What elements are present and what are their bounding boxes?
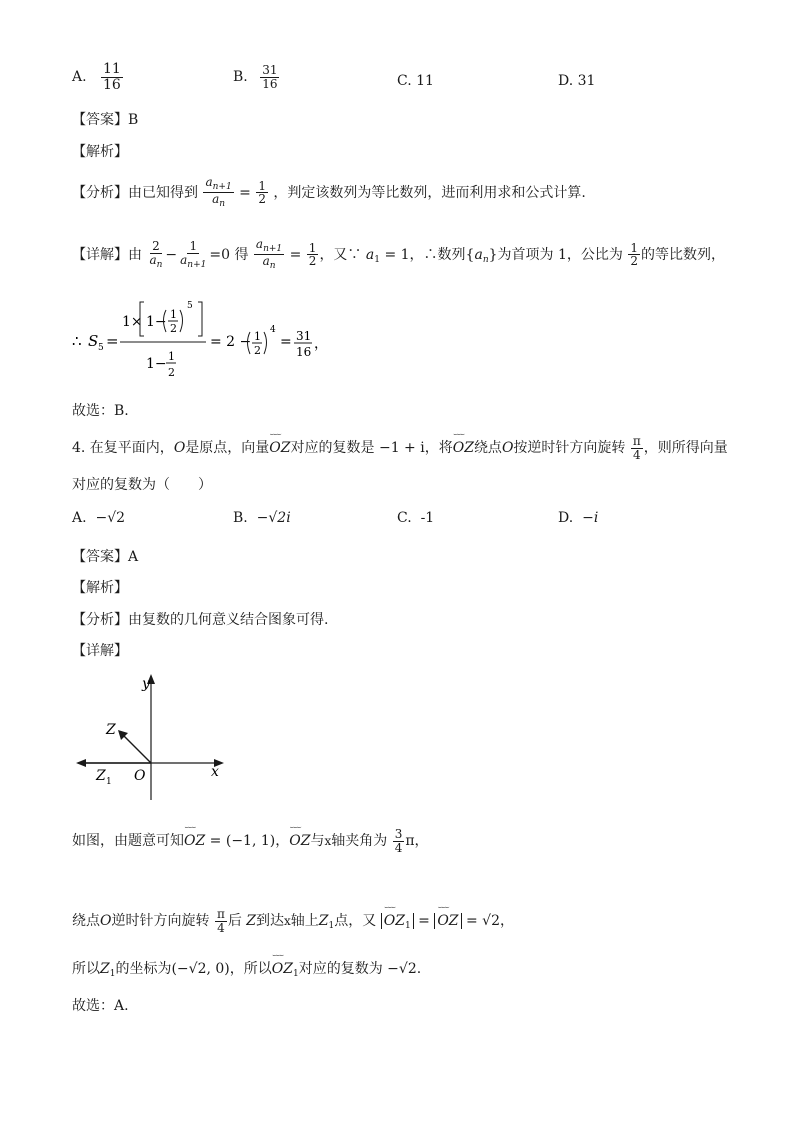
z1-subscript: 1 [106, 777, 112, 787]
svg-text:1: 1 [170, 308, 177, 321]
q4-detail-line1: 如图，由题意可知⌣⌣⌣ OZ = (−1, 1)，⌣⌣⌣ OZ与x轴夹角为 $\frac{3}{4}$ π， [72, 828, 429, 854]
q3-option-c: C. 11 [397, 73, 434, 89]
q4-stem: 4. 在复平面内，O是原点，向量⌣⌣⌣ OZ对应的复数是 −1 + i，将⌣⌣⌣ OZ绕点O按逆时针方向旋转 $\frac{\pi}{4}$ ，则所得向量 [72, 435, 728, 461]
svg-text:=: = [106, 332, 119, 350]
svg-text:1: 1 [254, 330, 261, 343]
s5-formula-graphic [72, 296, 372, 388]
q4-stem-line2: 对应的复数为（ ） [72, 477, 212, 493]
svg-text:=: = [280, 334, 292, 350]
svg-text:2: 2 [170, 322, 177, 335]
q3-option-b-fraction: $\frac{31}{16}$ [262, 63, 278, 91]
vector-oz-line [122, 734, 151, 763]
vector-oz: ⌣⌣⌣ OZ [269, 440, 290, 456]
q3-fenxi: 【分析】由已知得到 $\frac{a_{n+1}}{a_n}$ = $\frac{1}{2}$ ，判定该数列为等比数列，进而利用求和公式计算. [72, 175, 586, 210]
q4-detail-line3: 所以$Z_1$的坐标为(−√2, 0)，所以⌣⌣⌣ $OZ_1$对应的复数为 −√2. [72, 958, 421, 979]
svg-text:16: 16 [296, 345, 312, 359]
svg-text:2: 2 [254, 344, 261, 357]
q3-choose: 故选：B. [72, 403, 129, 419]
q3-analysis-tag: 【解析】 [72, 144, 128, 160]
svg-text:4: 4 [270, 325, 276, 335]
svg-text:1−: 1− [146, 356, 167, 372]
q4-option-a: A. −√2 [72, 510, 126, 526]
svg-text:∴: ∴ [72, 332, 82, 350]
q4-fenxi: 【分析】由复数的几何意义结合图象可得. [72, 612, 329, 628]
q3-s5-formula [72, 296, 372, 392]
q3-detail: 【详解】由 $\frac{2}{a_n}$ − $\frac{1}{a_{n+1}}$ =0 得 $\frac{a_{n+1}}{a_n}$ = $\frac{1}{2}$ ，又∵ $a_1 = 1$，∴数列$\{a_n\}$为首项为 1，公比为 $\frac{1}{2}$ 的等比数列， [72, 237, 725, 272]
q3-option-b: B. $\frac{31}{16}$ [233, 63, 278, 91]
q4-option-d: D. −i [558, 510, 599, 526]
z-label: Z [106, 722, 116, 738]
svg-text:S: S [88, 332, 99, 350]
vector-oz1-arrow-icon [76, 759, 86, 767]
svg-text:，: ， [314, 336, 328, 352]
q4-answer: 【答案】A [72, 549, 139, 565]
z1-label: Z [96, 768, 106, 784]
svg-text:5: 5 [98, 343, 104, 353]
svg-text:5: 5 [187, 301, 193, 311]
x-label: x [211, 764, 219, 780]
svg-text:1−: 1− [146, 314, 167, 330]
y-label: y [142, 676, 150, 692]
svg-text:1: 1 [168, 350, 175, 363]
q4-analysis-tag: 【解析】 [72, 580, 128, 596]
q4-choose: 故选：A. [72, 998, 129, 1014]
origin-label: O [134, 768, 146, 784]
q4-option-c: C. -1 [397, 510, 435, 526]
svg-text:2: 2 [168, 366, 175, 379]
q4-option-b: B. −√2i [233, 510, 291, 526]
complex-plane-figure [70, 672, 230, 808]
svg-text:1×: 1× [122, 314, 143, 330]
q4-detail-line2: 绕点O逆时针方向旋转 $\frac{\pi}{4}$ 后 Z到达x轴上$Z_1$点，又 ⌣⌣⌣ $OZ_1$ = ⌣⌣⌣ OZ = √2， [72, 908, 514, 934]
svg-text:31: 31 [296, 329, 312, 343]
q3-option-a-fraction: $\frac{11}{16}$ [103, 61, 121, 93]
q3-answer: 【答案】B [72, 112, 139, 128]
q4-detail-tag: 【详解】 [72, 643, 128, 659]
svg-text:= 2 −: = 2 − [210, 334, 252, 350]
q3-option-a: A. $\frac{11}{16}$ [72, 61, 121, 93]
q3-option-d: D. 31 [558, 73, 596, 89]
